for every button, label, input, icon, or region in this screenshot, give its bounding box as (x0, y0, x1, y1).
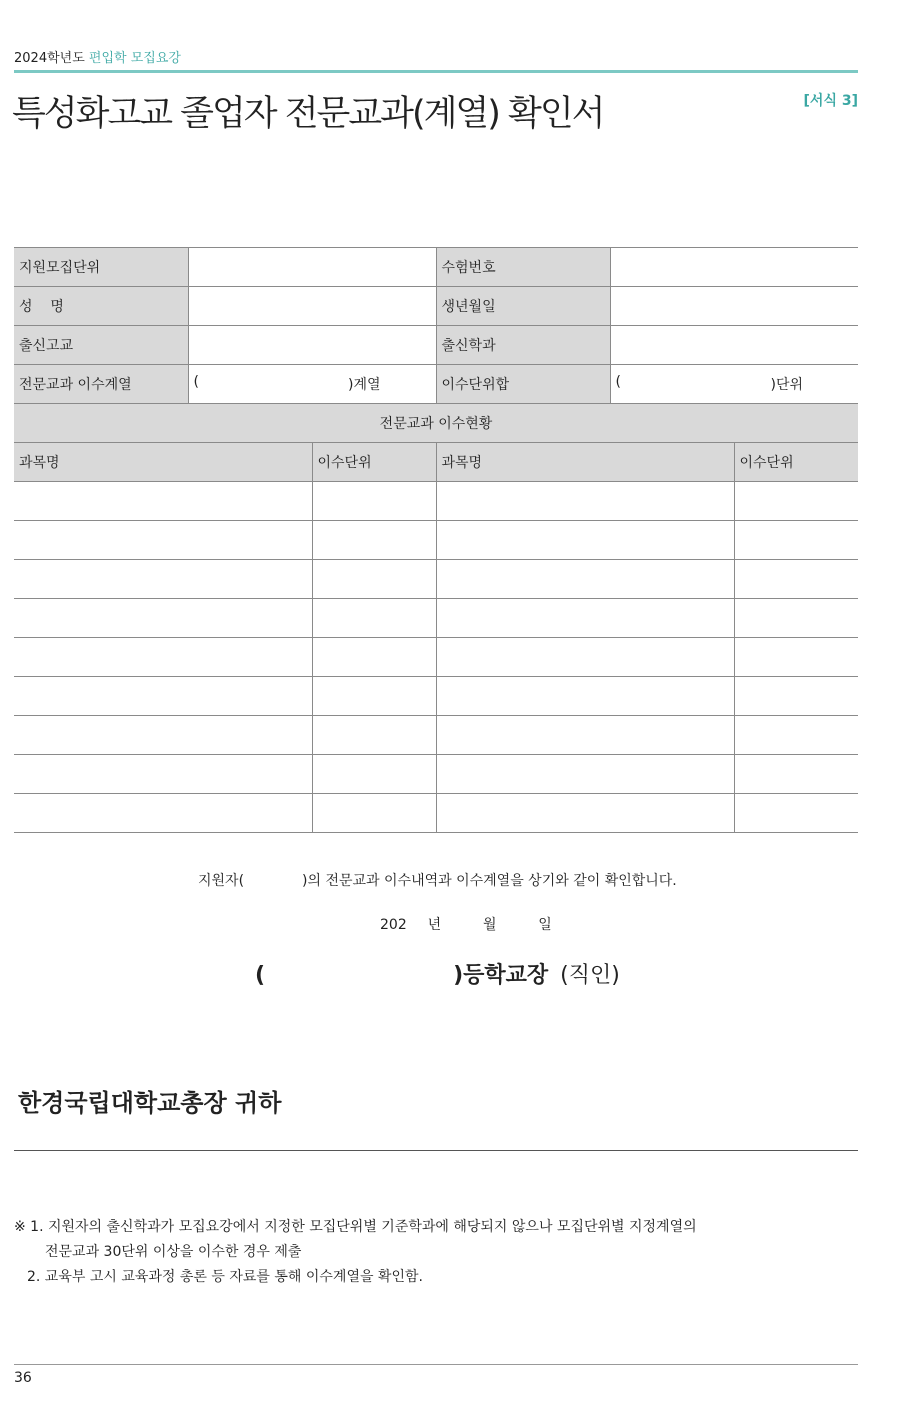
label-application-unit: 지원모집단위 (14, 248, 188, 287)
subject-name-left-cell[interactable] (14, 482, 312, 521)
subject-row (14, 716, 858, 755)
notes (14, 1215, 697, 1290)
column-header-row (14, 443, 858, 482)
major-track-field[interactable] (188, 365, 436, 404)
note-item-2: 2. 교육부 고시 교육과정 총론 등 자료를 통해 이수계열을 확인함. (27, 1269, 423, 1285)
units-left-cell[interactable] (312, 521, 436, 560)
subject-row (14, 638, 858, 677)
units-left-cell[interactable] (312, 560, 436, 599)
subject-name-right-cell[interactable] (436, 599, 734, 638)
date-line: 202 년 월 일 (380, 917, 552, 933)
col-units-left: 이수단위 (312, 443, 436, 482)
application-unit-field[interactable] (188, 248, 436, 287)
exam-number-field[interactable] (610, 248, 858, 287)
confirmation-statement (198, 870, 677, 890)
note-item-1: ※ 1. 지원자의 출신학과가 모집요강에서 지정한 모집단위별 기준학과에 해당되지 않으나 모집단위별 지정계열의 (14, 1219, 697, 1235)
confirmation-prefix: 지원자( (198, 873, 245, 889)
subject-row (14, 599, 858, 638)
form-row (14, 326, 858, 365)
col-subject-left: 과목명 (14, 443, 312, 482)
label-birthdate: 생년월일 (436, 287, 610, 326)
total-units-field[interactable] (610, 365, 858, 404)
major-track-open-paren: ( (193, 374, 199, 390)
subject-name-right-cell[interactable] (436, 560, 734, 599)
units-left-cell[interactable] (312, 755, 436, 794)
units-right-cell[interactable] (734, 716, 858, 755)
subject-row (14, 482, 858, 521)
subject-name-left-cell[interactable] (14, 677, 312, 716)
units-right-cell[interactable] (734, 482, 858, 521)
major-track-suffix: )계열 (347, 377, 381, 393)
units-right-cell[interactable] (734, 755, 858, 794)
subject-name-left-cell[interactable] (14, 716, 312, 755)
units-left-cell[interactable] (312, 599, 436, 638)
subject-name-right-cell[interactable] (436, 521, 734, 560)
subject-name-left-cell[interactable] (14, 638, 312, 677)
label-department: 출신학과 (436, 326, 610, 365)
subject-name-right-cell[interactable] (436, 677, 734, 716)
units-right-cell[interactable] (734, 677, 858, 716)
header-divider (14, 70, 858, 73)
subject-name-right-cell[interactable] (436, 716, 734, 755)
col-units-right: 이수단위 (734, 443, 858, 482)
page-title: 특성화고교 졸업자 전문교과(계열) 확인서 (12, 94, 604, 134)
note-item-1-continued: 전문교과 30단위 이상을 이수한 경우 제출 (45, 1244, 302, 1260)
subject-name-left-cell[interactable] (14, 794, 312, 833)
subject-name-left-cell[interactable] (14, 755, 312, 794)
subject-name-left-cell[interactable] (14, 521, 312, 560)
label-name: 성 명 (14, 287, 188, 326)
units-right-cell[interactable] (734, 599, 858, 638)
subject-row (14, 521, 858, 560)
form-row (14, 287, 858, 326)
section-title: 전문교과 이수현황 (14, 404, 858, 443)
label-exam-number: 수험번호 (436, 248, 610, 287)
units-right-cell[interactable] (734, 521, 858, 560)
header-breadcrumb (14, 47, 181, 66)
units-left-cell[interactable] (312, 677, 436, 716)
doc-label: 편입학 모집요강 (88, 51, 181, 66)
name-field[interactable] (188, 287, 436, 326)
units-right-cell[interactable] (734, 794, 858, 833)
year-label: 2024학년도 (14, 51, 85, 66)
high-school-field[interactable] (188, 326, 436, 365)
subject-row (14, 677, 858, 716)
units-left-cell[interactable] (312, 482, 436, 521)
principal-open-paren: ( (255, 963, 266, 988)
department-field[interactable] (610, 326, 858, 365)
units-left-cell[interactable] (312, 794, 436, 833)
confirmation-form-table (14, 247, 858, 833)
form-number: [서식 3] (803, 93, 858, 109)
subject-row (14, 560, 858, 599)
subject-row (14, 794, 858, 833)
page-number: 36 (14, 1370, 32, 1386)
subject-name-right-cell[interactable] (436, 482, 734, 521)
col-subject-right: 과목명 (436, 443, 734, 482)
subject-name-right-cell[interactable] (436, 638, 734, 677)
principal-title: )등학교장 (453, 963, 549, 988)
label-total-units: 이수단위합 (436, 365, 610, 404)
footer-divider (14, 1364, 858, 1365)
form-row (14, 248, 858, 287)
official-seal-label: (직인) (560, 963, 620, 988)
units-left-cell[interactable] (312, 638, 436, 677)
subject-row (14, 755, 858, 794)
divider (14, 1150, 858, 1151)
units-right-cell[interactable] (734, 560, 858, 599)
addressee: 한경국립대학교총장 귀하 (18, 1089, 282, 1117)
label-major-track: 전문교과 이수계열 (14, 365, 188, 404)
section-row (14, 404, 858, 443)
form-row (14, 365, 858, 404)
subject-name-left-cell[interactable] (14, 560, 312, 599)
units-right-cell[interactable] (734, 638, 858, 677)
confirmation-suffix: )의 전문교과 이수내역과 이수계열을 상기와 같이 확인합니다. (302, 873, 677, 889)
subject-name-right-cell[interactable] (436, 755, 734, 794)
total-units-open-paren: ( (615, 374, 621, 390)
subject-name-left-cell[interactable] (14, 599, 312, 638)
birthdate-field[interactable] (610, 287, 858, 326)
units-left-cell[interactable] (312, 716, 436, 755)
subject-name-right-cell[interactable] (436, 794, 734, 833)
principal-signature (255, 958, 620, 989)
total-units-suffix: )단위 (770, 377, 803, 393)
label-high-school: 출신고교 (14, 326, 188, 365)
